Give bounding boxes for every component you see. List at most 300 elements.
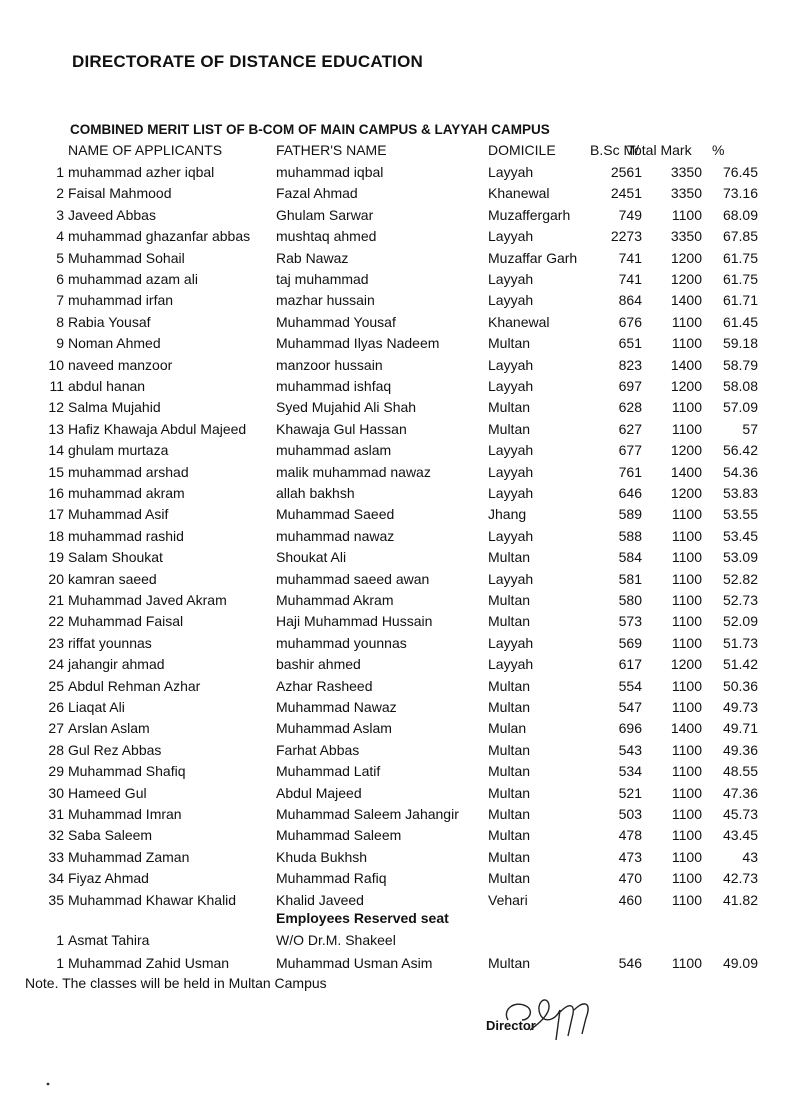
- row-number: 6: [56, 271, 64, 287]
- applicant-name: muhammad irfan: [68, 292, 174, 309]
- percentage: 53.45: [722, 527, 758, 544]
- father-name: Muhammad Ilyas Nadeem: [276, 335, 440, 352]
- domicile: Layyah: [488, 164, 534, 180]
- table-row: [0, 953, 806, 974]
- percentage: 53.83: [722, 485, 758, 501]
- table-row: [0, 804, 806, 825]
- domicile: Multan: [488, 784, 531, 801]
- father-name: Muhammad Saleem Jahangir: [276, 806, 459, 822]
- applicant-name: muhammad azher iqbal: [68, 164, 215, 180]
- percentage: 42.73: [722, 870, 758, 887]
- total-marks: 1100: [671, 634, 702, 651]
- bsc-marks: 470: [618, 870, 642, 887]
- bsc-marks: 473: [618, 848, 642, 865]
- percentage: 47.36: [722, 784, 758, 801]
- total-marks: 1100: [671, 891, 702, 908]
- total-marks: 1400: [670, 292, 702, 309]
- applicant-name: muhammad ghazanfar abbas: [68, 228, 251, 245]
- table-row: [0, 825, 806, 846]
- row-number: 10: [48, 356, 64, 373]
- total-marks: 1100: [671, 570, 702, 587]
- percentage: 58.08: [722, 378, 758, 394]
- father-name: bashir ahmed: [276, 656, 361, 673]
- father-name: muhammad nawaz: [276, 527, 395, 544]
- bsc-marks: 627: [618, 420, 642, 437]
- row-number: 8: [56, 313, 64, 330]
- domicile: Multan: [488, 870, 531, 887]
- applicant-name: muhammad akram: [68, 485, 185, 501]
- row-number: 31: [48, 806, 64, 822]
- bsc-marks: 573: [618, 613, 642, 630]
- total-marks: 1100: [671, 677, 702, 694]
- total-marks: 1100: [671, 527, 702, 544]
- total-marks: 1100: [671, 806, 702, 822]
- applicant-name: Muhammad Shafiq: [68, 763, 186, 780]
- row-number: 22: [48, 613, 64, 630]
- applicant-name: jahangir ahmad: [68, 656, 165, 673]
- row-number: 32: [48, 827, 64, 844]
- father-name: Fazal Ahmad: [276, 185, 358, 202]
- applicant-name: Hafiz Khawaja Abdul Majeed: [68, 420, 247, 437]
- domicile: Multan: [488, 699, 531, 715]
- applicant-name: Saba Saleem: [68, 827, 153, 844]
- applicant-name: naveed manzoor: [68, 356, 173, 373]
- father-name: manzoor hussain: [276, 356, 383, 373]
- percentage: 52.09: [722, 613, 758, 630]
- table-header: [0, 140, 806, 161]
- applicant-name: Muhammad Asif: [68, 506, 169, 523]
- applicant-name: Muhammad Sohail: [68, 249, 185, 266]
- table-row: [0, 183, 806, 204]
- header-percent: %: [712, 142, 725, 158]
- percentage: 43.45: [722, 827, 758, 844]
- total-marks: 1100: [671, 763, 702, 780]
- percentage: 61.75: [722, 271, 758, 287]
- row-number: 26: [48, 699, 64, 715]
- father-name: Muhammad Nawaz: [276, 699, 397, 715]
- father-name: Syed Mujahid Ali Shah: [276, 399, 417, 416]
- applicant-name: Muhammad Khawar Khalid: [68, 891, 237, 908]
- applicant-name: Hameed Gul: [68, 784, 147, 801]
- domicile: Layyah: [488, 485, 534, 501]
- table-row: [0, 930, 806, 951]
- bsc-marks: 864: [618, 292, 642, 309]
- total-marks: 1100: [671, 549, 702, 566]
- director-label: Director: [486, 1018, 536, 1033]
- total-marks: 3350: [670, 228, 702, 245]
- percentage: 51.73: [722, 634, 758, 651]
- percentage: 48.55: [722, 763, 758, 780]
- total-marks: 1400: [670, 720, 702, 737]
- bsc-marks: 554: [618, 677, 642, 694]
- bsc-marks: 584: [618, 549, 642, 566]
- total-marks: 1100: [671, 206, 702, 223]
- father-name: allah bakhsh: [276, 485, 355, 501]
- table-row: [0, 890, 806, 911]
- percentage: 54.36: [722, 463, 758, 480]
- domicile: Layyah: [488, 356, 534, 373]
- domicile: Muzaffergarh: [488, 206, 571, 223]
- bsc-marks: 460: [618, 891, 642, 908]
- table-row: [0, 462, 806, 483]
- applicant-name: Arslan Aslam: [68, 720, 150, 737]
- father-name: malik muhammad nawaz: [276, 463, 431, 480]
- row-number: 29: [48, 763, 64, 780]
- bsc-marks: 823: [618, 356, 642, 373]
- father-name: muhammad younnas: [276, 634, 407, 651]
- header-bsc: B.Sc M/: [590, 142, 640, 158]
- applicant-name: Javeed Abbas: [68, 206, 156, 223]
- total-marks: 1100: [671, 955, 702, 971]
- father-name: Muhammad Rafiq: [276, 870, 387, 887]
- merit-list-subtitle: COMBINED MERIT LIST OF B-COM OF MAIN CAMPUS & LAYYAH CAMPUS: [70, 122, 550, 137]
- domicile: Layyah: [488, 527, 534, 544]
- bsc-marks: 521: [618, 784, 642, 801]
- bsc-marks: 546: [618, 955, 642, 971]
- bsc-marks: 580: [618, 592, 642, 608]
- father-name: Rab Nawaz: [276, 249, 349, 266]
- table-row: [0, 633, 806, 654]
- bsc-marks: 2561: [610, 164, 642, 180]
- total-marks: 1200: [670, 485, 702, 501]
- row-number: 4: [56, 228, 64, 245]
- applicant-name: kamran saeed: [68, 570, 157, 587]
- table-row: [0, 847, 806, 868]
- percentage: 51.42: [722, 656, 758, 673]
- total-marks: 1100: [671, 784, 702, 801]
- row-number: 18: [48, 527, 64, 544]
- father-name: muhammad ishfaq: [276, 378, 392, 394]
- total-marks: 1100: [671, 827, 702, 844]
- father-name: Muhammad Saleem: [276, 827, 402, 844]
- table-row: [0, 654, 806, 675]
- percentage: 52.82: [722, 570, 758, 587]
- total-marks: 1100: [671, 741, 702, 758]
- table-row: [0, 269, 806, 290]
- bsc-marks: 547: [618, 699, 642, 715]
- bsc-marks: 581: [618, 570, 642, 587]
- table-row: [0, 226, 806, 247]
- table-row: [0, 355, 806, 376]
- domicile: Khanewal: [488, 313, 550, 330]
- applicant-name: Salma Mujahid: [68, 399, 161, 416]
- applicant-name: Gul Rez Abbas: [68, 741, 162, 758]
- bsc-marks: 741: [618, 249, 642, 266]
- domicile: Multan: [488, 420, 531, 437]
- row-number: 24: [48, 656, 64, 673]
- row-number: 25: [48, 677, 64, 694]
- header-total: Total Mark: [627, 142, 692, 158]
- table-row: [0, 162, 806, 183]
- total-marks: 1100: [671, 420, 702, 437]
- total-marks: 1200: [670, 442, 702, 459]
- applicant-name: muhammad azam ali: [68, 271, 198, 287]
- row-number: 1: [56, 932, 64, 948]
- table-row: [0, 526, 806, 547]
- applicant-name: Rabia Yousaf: [68, 313, 151, 330]
- bsc-marks: 589: [618, 506, 642, 523]
- table-row: [0, 697, 806, 718]
- applicant-name: Noman Ahmed: [68, 335, 161, 352]
- total-marks: 1400: [670, 463, 702, 480]
- applicant-name: Faisal Mahmood: [68, 185, 172, 202]
- table-row: [0, 504, 806, 525]
- total-marks: 1100: [671, 613, 702, 630]
- percentage: 43: [742, 848, 758, 865]
- bsc-marks: 569: [618, 634, 642, 651]
- row-number: 1: [56, 955, 64, 971]
- father-name: muhammad aslam: [276, 442, 392, 459]
- percentage: 61.45: [722, 313, 758, 330]
- applicant-name: muhammad rashid: [68, 527, 184, 544]
- domicile: Multan: [488, 677, 531, 694]
- row-number: 13: [48, 420, 64, 437]
- domicile: Muzaffar Garh: [488, 249, 578, 266]
- bsc-marks: 478: [618, 827, 642, 844]
- bsc-marks: 741: [618, 271, 642, 287]
- father-name: mushtaq ahmed: [276, 228, 377, 245]
- bsc-marks: 646: [618, 485, 642, 501]
- total-marks: 1100: [671, 848, 702, 865]
- table-row: [0, 397, 806, 418]
- father-name: Khuda Bukhsh: [276, 848, 368, 865]
- row-number: 16: [48, 485, 64, 501]
- domicile: Multan: [488, 741, 531, 758]
- father-name: Ghulam Sarwar: [276, 206, 374, 223]
- row-number: 1: [56, 164, 64, 180]
- bsc-marks: 628: [618, 399, 642, 416]
- row-number: 11: [49, 378, 64, 394]
- domicile: Multan: [488, 592, 531, 608]
- percentage: 76.45: [722, 164, 758, 180]
- row-number: 35: [48, 891, 64, 908]
- bsc-marks: 676: [618, 313, 642, 330]
- bsc-marks: 749: [618, 206, 642, 223]
- bsc-marks: 588: [618, 527, 642, 544]
- father-name: Khawaja Gul Hassan: [276, 420, 407, 437]
- total-marks: 1100: [671, 506, 702, 523]
- father-name: Muhammad Saeed: [276, 506, 395, 523]
- percentage: 61.75: [722, 249, 758, 266]
- percentage: 68.09: [722, 206, 758, 223]
- applicant-name: muhammad arshad: [68, 463, 189, 480]
- applicant-name: Muhammad Faisal: [68, 613, 184, 630]
- note: Note. The classes will be held in Multan Campus: [25, 975, 327, 991]
- domicile: Layyah: [488, 292, 534, 309]
- bsc-marks: 677: [618, 442, 642, 459]
- total-marks: 1100: [671, 335, 702, 352]
- reserved-heading: Employees Reserved seat: [276, 910, 449, 926]
- father-name: Muhammad Aslam: [276, 720, 392, 737]
- applicant-name: Muhammad Zahid Usman: [68, 955, 230, 971]
- total-marks: 1200: [670, 271, 702, 287]
- percentage: 45.73: [722, 806, 758, 822]
- applicant-name: Muhammad Zaman: [68, 848, 190, 865]
- row-number: 28: [48, 741, 64, 758]
- domicile: Layyah: [488, 656, 534, 673]
- row-number: 20: [48, 570, 64, 587]
- header-name: NAME OF APPLICANTS: [68, 142, 223, 158]
- applicant-name: Asmat Tahira: [68, 932, 150, 948]
- percentage: 41.82: [722, 891, 758, 908]
- row-number: 33: [48, 848, 64, 865]
- applicant-name: Muhammad Javed Akram: [68, 592, 227, 608]
- total-marks: 3350: [670, 185, 702, 202]
- domicile: Layyah: [488, 570, 534, 587]
- row-number: 2: [56, 185, 64, 202]
- row-number: 34: [48, 870, 64, 887]
- bsc-marks: 697: [618, 378, 642, 394]
- applicant-name: riffat younnas: [68, 634, 152, 651]
- bsc-marks: 617: [618, 656, 642, 673]
- father-name: Azhar Rasheed: [276, 677, 373, 694]
- table-row: [0, 440, 806, 461]
- domicile: Multan: [488, 955, 531, 971]
- domicile: Multan: [488, 848, 531, 865]
- percentage: 61.71: [722, 292, 758, 309]
- bsc-marks: 651: [618, 335, 642, 352]
- row-number: 3: [56, 206, 64, 223]
- applicant-name: Abdul Rehman Azhar: [68, 677, 201, 694]
- percentage: 73.16: [722, 185, 758, 202]
- bsc-marks: 2451: [610, 185, 642, 202]
- row-number: 17: [48, 506, 64, 523]
- percentage: 50.36: [722, 677, 758, 694]
- bsc-marks: 534: [618, 763, 642, 780]
- percentage: 53.55: [722, 506, 758, 523]
- table-row: [0, 783, 806, 804]
- father-name: Farhat Abbas: [276, 741, 360, 758]
- bsc-marks: 761: [618, 463, 642, 480]
- father-name: Shoukat Ali: [276, 549, 347, 566]
- father-name: Muhammad Akram: [276, 592, 394, 608]
- applicant-name: Muhammad Imran: [68, 806, 182, 822]
- table-row: [0, 547, 806, 568]
- domicile: Layyah: [488, 378, 534, 394]
- bsc-marks: 696: [618, 720, 642, 737]
- domicile: Multan: [488, 399, 531, 416]
- table-row: [0, 590, 806, 611]
- father-name: Haji Muhammad Hussain: [276, 613, 433, 630]
- row-number: 30: [48, 784, 64, 801]
- total-marks: 1100: [671, 313, 702, 330]
- father-name: mazhar hussain: [276, 292, 375, 309]
- domicile: Layyah: [488, 463, 534, 480]
- total-marks: 1400: [670, 356, 702, 373]
- percentage: 56.42: [722, 442, 758, 459]
- domicile: Multan: [488, 335, 531, 352]
- row-number: 5: [56, 249, 64, 266]
- table-row: [0, 312, 806, 333]
- table-row: [0, 483, 806, 504]
- domicile: Layyah: [488, 634, 534, 651]
- table-row: [0, 376, 806, 397]
- domicile: Layyah: [488, 271, 534, 287]
- row-number: 14: [48, 442, 64, 459]
- row-number: 7: [56, 292, 64, 309]
- percentage: 58.79: [722, 356, 758, 373]
- domicile: Layyah: [488, 442, 534, 459]
- row-number: 12: [48, 399, 64, 416]
- bsc-marks: 503: [618, 806, 642, 822]
- father-name: Muhammad Usman Asim: [276, 955, 433, 971]
- percentage: 49.09: [722, 955, 758, 971]
- father-name: Muhammad Latif: [276, 763, 381, 780]
- bsc-marks: 2273: [610, 228, 642, 245]
- table-row: [0, 868, 806, 889]
- table-row: [0, 248, 806, 269]
- row-number: 9: [56, 335, 64, 352]
- table-row: [0, 205, 806, 226]
- percentage: 49.71: [722, 720, 758, 737]
- total-marks: 3350: [670, 164, 702, 180]
- percentage: 59.18: [722, 335, 758, 352]
- total-marks: 1100: [671, 592, 702, 608]
- row-number: 21: [48, 592, 64, 608]
- total-marks: 1100: [671, 399, 702, 416]
- applicant-name: ghulam murtaza: [68, 442, 169, 459]
- table-row: [0, 419, 806, 440]
- father-name: Abdul Majeed: [276, 784, 362, 801]
- bsc-marks: 543: [618, 741, 642, 758]
- director-signature: [500, 990, 610, 1050]
- father-name: Muhammad Yousaf: [276, 313, 396, 330]
- percentage: 57.09: [722, 399, 758, 416]
- father-name: taj muhammad: [276, 271, 369, 287]
- domicile: Mulan: [488, 720, 527, 737]
- header-father: FATHER'S NAME: [276, 142, 387, 158]
- applicant-name: Fiyaz Ahmad: [68, 870, 149, 887]
- domicile: Multan: [488, 613, 531, 630]
- header-domicile: DOMICILE: [488, 142, 556, 158]
- father-name: Khalid Javeed: [276, 891, 364, 908]
- total-marks: 1100: [671, 870, 702, 887]
- father-name: W/O Dr.M. Shakeel: [276, 932, 396, 948]
- row-number: 27: [48, 720, 64, 737]
- row-number: 19: [48, 549, 64, 566]
- father-name: muhammad saeed awan: [276, 570, 430, 587]
- table-row: [0, 761, 806, 782]
- percentage: 49.73: [722, 699, 758, 715]
- table-row: [0, 569, 806, 590]
- domicile: Jhang: [488, 506, 527, 523]
- percentage: 53.09: [722, 549, 758, 566]
- percentage: 67.85: [722, 228, 758, 245]
- total-marks: 1200: [670, 249, 702, 266]
- table-row: [0, 290, 806, 311]
- total-marks: 1100: [671, 699, 702, 715]
- total-marks: 1200: [670, 378, 702, 394]
- table-row: [0, 740, 806, 761]
- speck: [44, 1080, 52, 1088]
- percentage: 57: [742, 420, 758, 437]
- domicile: Multan: [488, 827, 531, 844]
- domicile: Layyah: [488, 228, 534, 245]
- domicile: Khanewal: [488, 185, 550, 202]
- domicile: Vehari: [488, 891, 528, 908]
- domicile: Multan: [488, 806, 531, 822]
- total-marks: 1200: [670, 656, 702, 673]
- percentage: 52.73: [722, 592, 758, 608]
- applicant-name: abdul hanan: [68, 378, 146, 394]
- domicile: Multan: [488, 763, 531, 780]
- father-name: muhammad iqbal: [276, 164, 384, 180]
- applicant-name: Salam Shoukat: [68, 549, 163, 566]
- table-row: [0, 611, 806, 632]
- table-row: [0, 676, 806, 697]
- domicile: Multan: [488, 549, 531, 566]
- table-row: [0, 718, 806, 739]
